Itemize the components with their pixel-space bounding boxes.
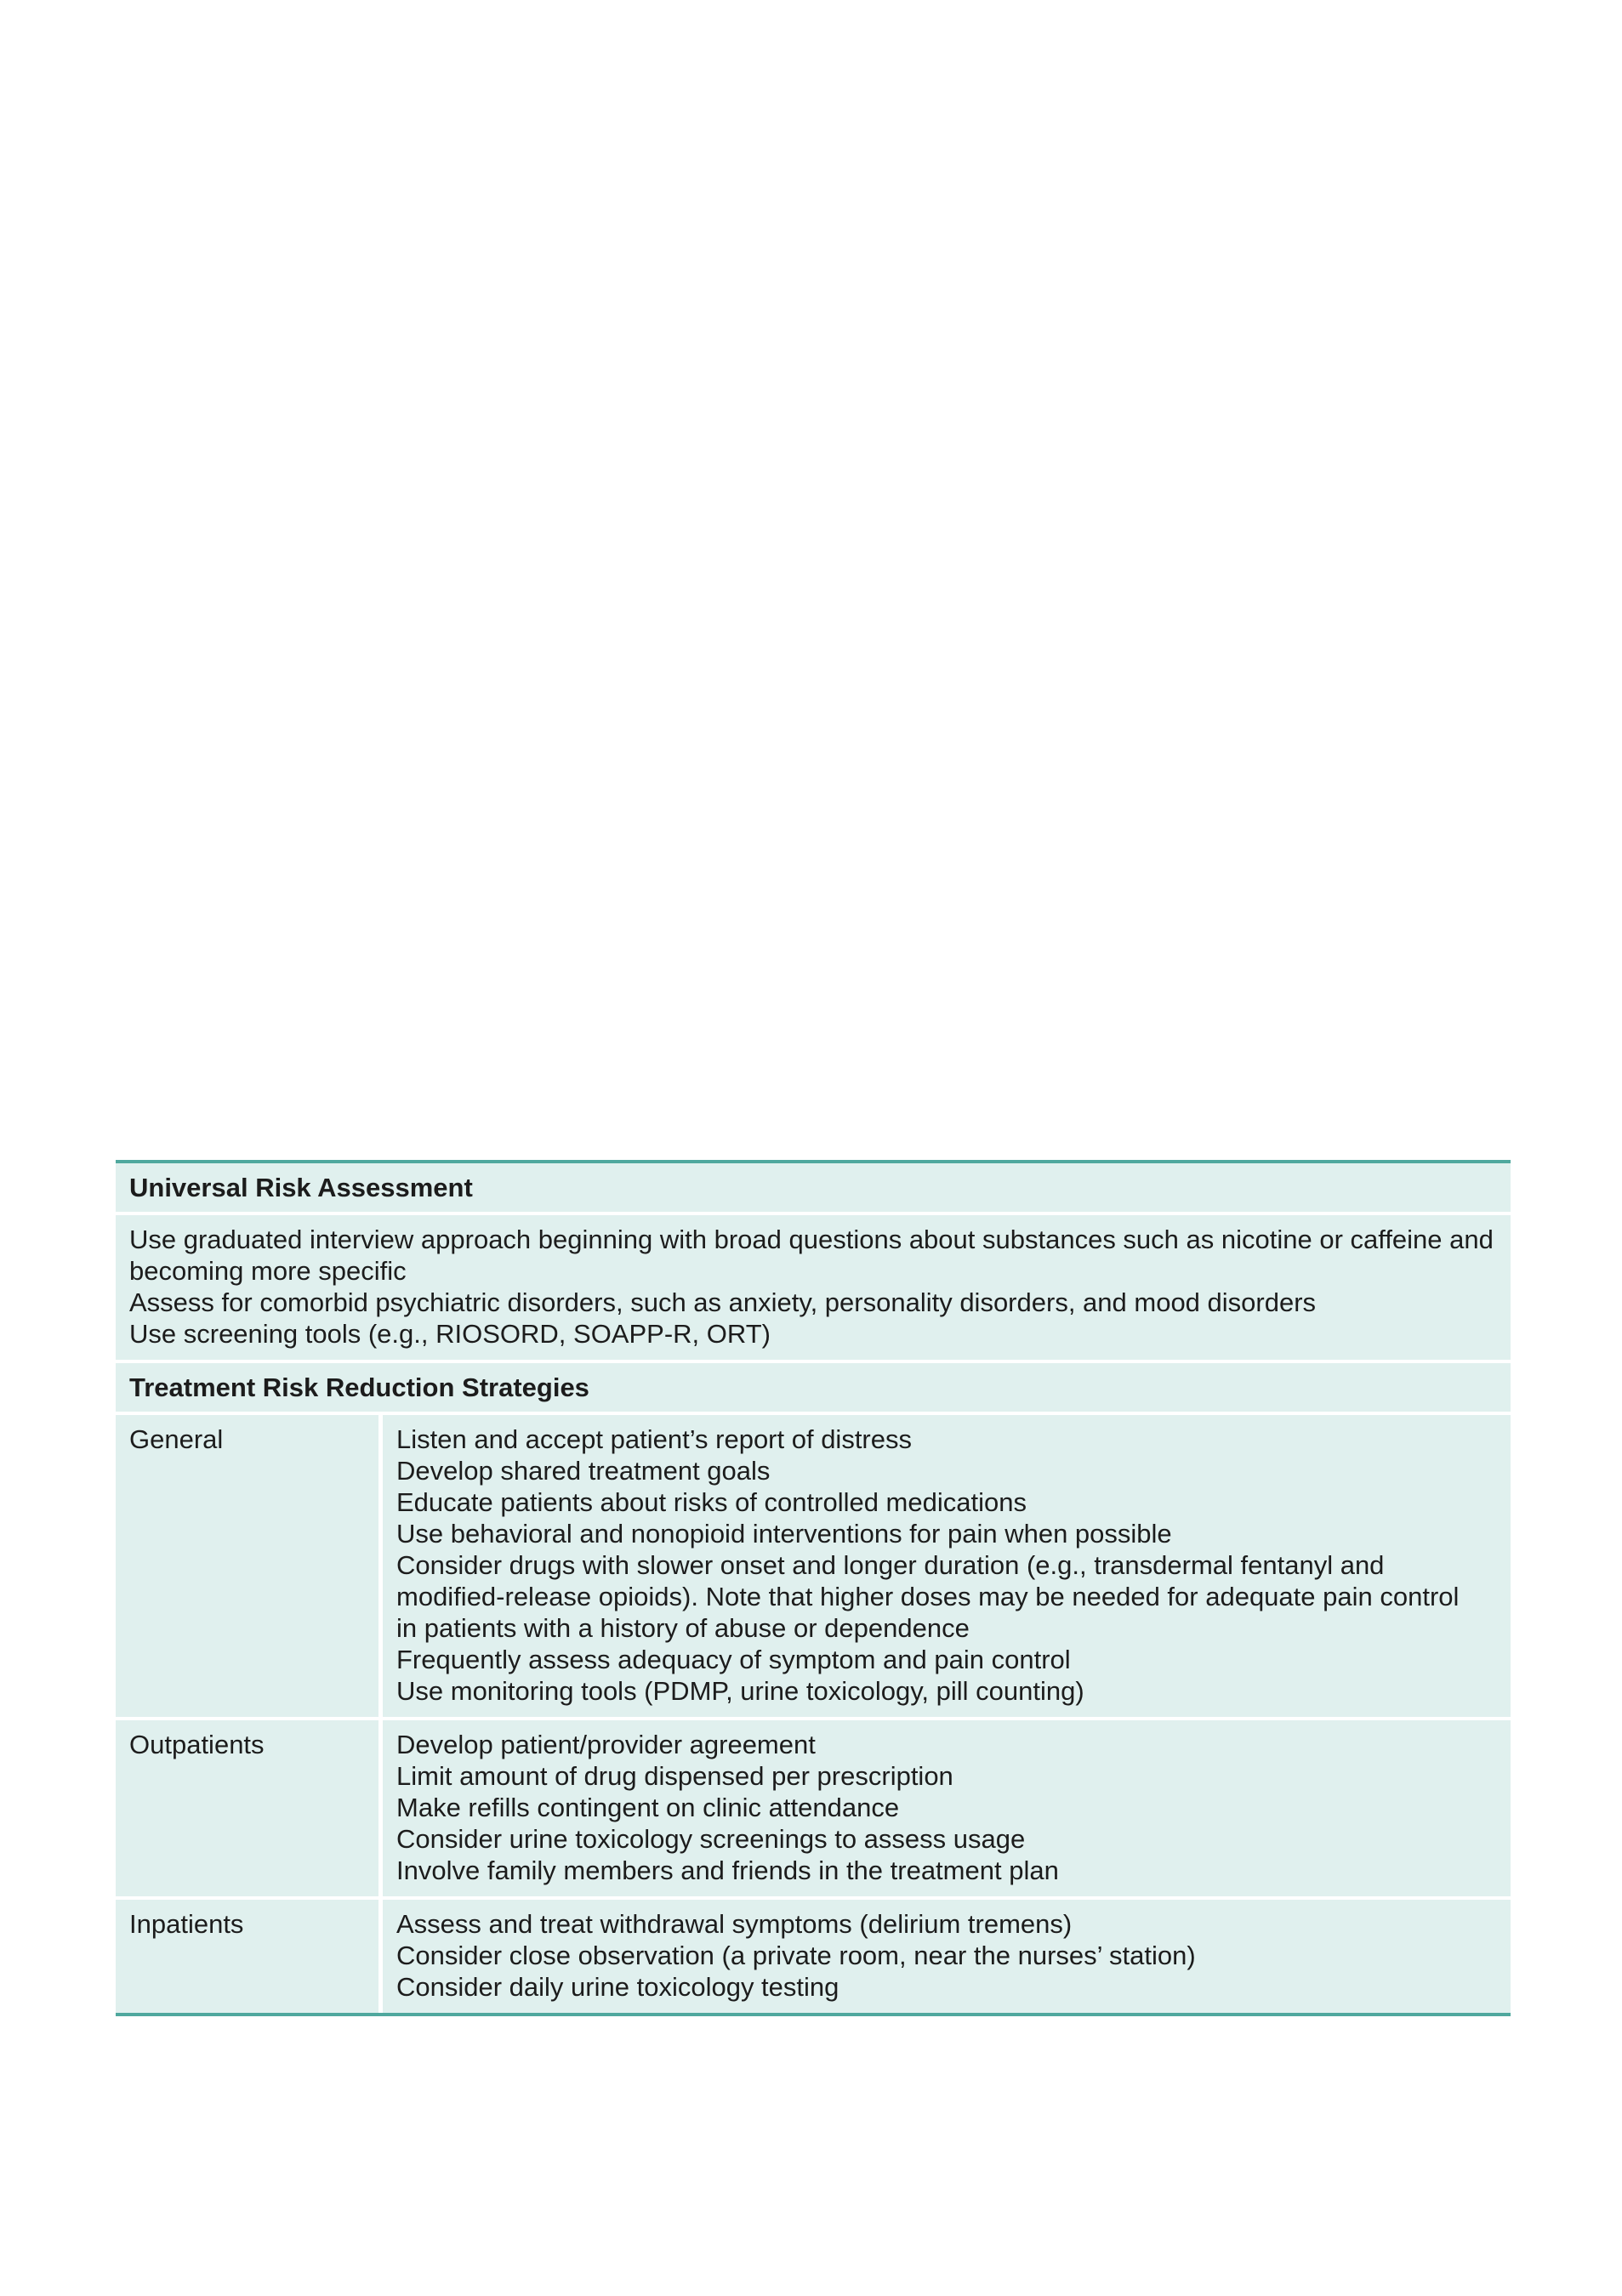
risk-strategies-table (116, 1160, 1511, 2016)
list-item: Use behavioral and nonopioid interventions for pain when possible (396, 1519, 1172, 1549)
list-item: Assess for comorbid psychiatric disorders, such as anxiety, personality disorders, and mood disorders (129, 1287, 1317, 1317)
general-items-cell (383, 1415, 1511, 1717)
row-label-general: General (116, 1415, 383, 1717)
table-row (116, 1415, 1511, 1720)
treatment-header-row (116, 1363, 1511, 1415)
outpatients-items-cell (383, 1720, 1511, 1896)
list-item: Involve family members and friends in the treatment plan (396, 1856, 1059, 1885)
list-item: Consider close observation (a private room, near the nurses’ station) (396, 1941, 1196, 1970)
row-label-inpatients: Inpatients (116, 1900, 383, 2013)
inpatients-items-cell (383, 1900, 1511, 2013)
list-item: Develop patient/provider agreement (396, 1730, 816, 1759)
list-item: Use screening tools (e.g., RIOSORD, SOAPP-R, ORT) (129, 1319, 771, 1349)
universal-risk-heading: Universal Risk Assessment (129, 1173, 473, 1202)
table-row (116, 1900, 1511, 2013)
list-item: Consider daily urine toxicology testing (396, 1972, 839, 2002)
list-item: Use monitoring tools (PDMP, urine toxicology, pill counting) (396, 1676, 1084, 1706)
list-item: Develop shared treatment goals (396, 1456, 771, 1486)
list-item: Use graduated interview approach beginning with broad questions about substances such as nicotine or caffeine and becoming more specific (129, 1225, 1494, 1286)
row-label-outpatients: Outpatients (116, 1720, 383, 1896)
list-item: Listen and accept patient’s report of distress (396, 1424, 912, 1454)
list-item: Frequently assess adequacy of symptom and pain control (396, 1645, 1071, 1674)
universal-header-row (116, 1163, 1511, 1215)
list-item: Educate patients about risks of controlled medications (396, 1487, 1027, 1517)
list-item: Consider drugs with slower onset and longer duration (e.g., transdermal fentanyl and modified-release opioids). Note that higher doses may be needed for adequate pain control in patients with a history of abuse or dependence (396, 1550, 1460, 1643)
universal-items-cell (116, 1215, 1511, 1360)
list-item: Limit amount of drug dispensed per prescription (396, 1761, 953, 1791)
list-item: Consider urine toxicology screenings to assess usage (396, 1824, 1026, 1854)
treatment-risk-heading: Treatment Risk Reduction Strategies (129, 1372, 589, 1402)
list-item: Assess and treat withdrawal symptoms (delirium tremens) (396, 1909, 1073, 1939)
list-item: Make refills contingent on clinic attendance (396, 1793, 900, 1822)
universal-items-row (116, 1215, 1511, 1363)
table-row (116, 1720, 1511, 1900)
